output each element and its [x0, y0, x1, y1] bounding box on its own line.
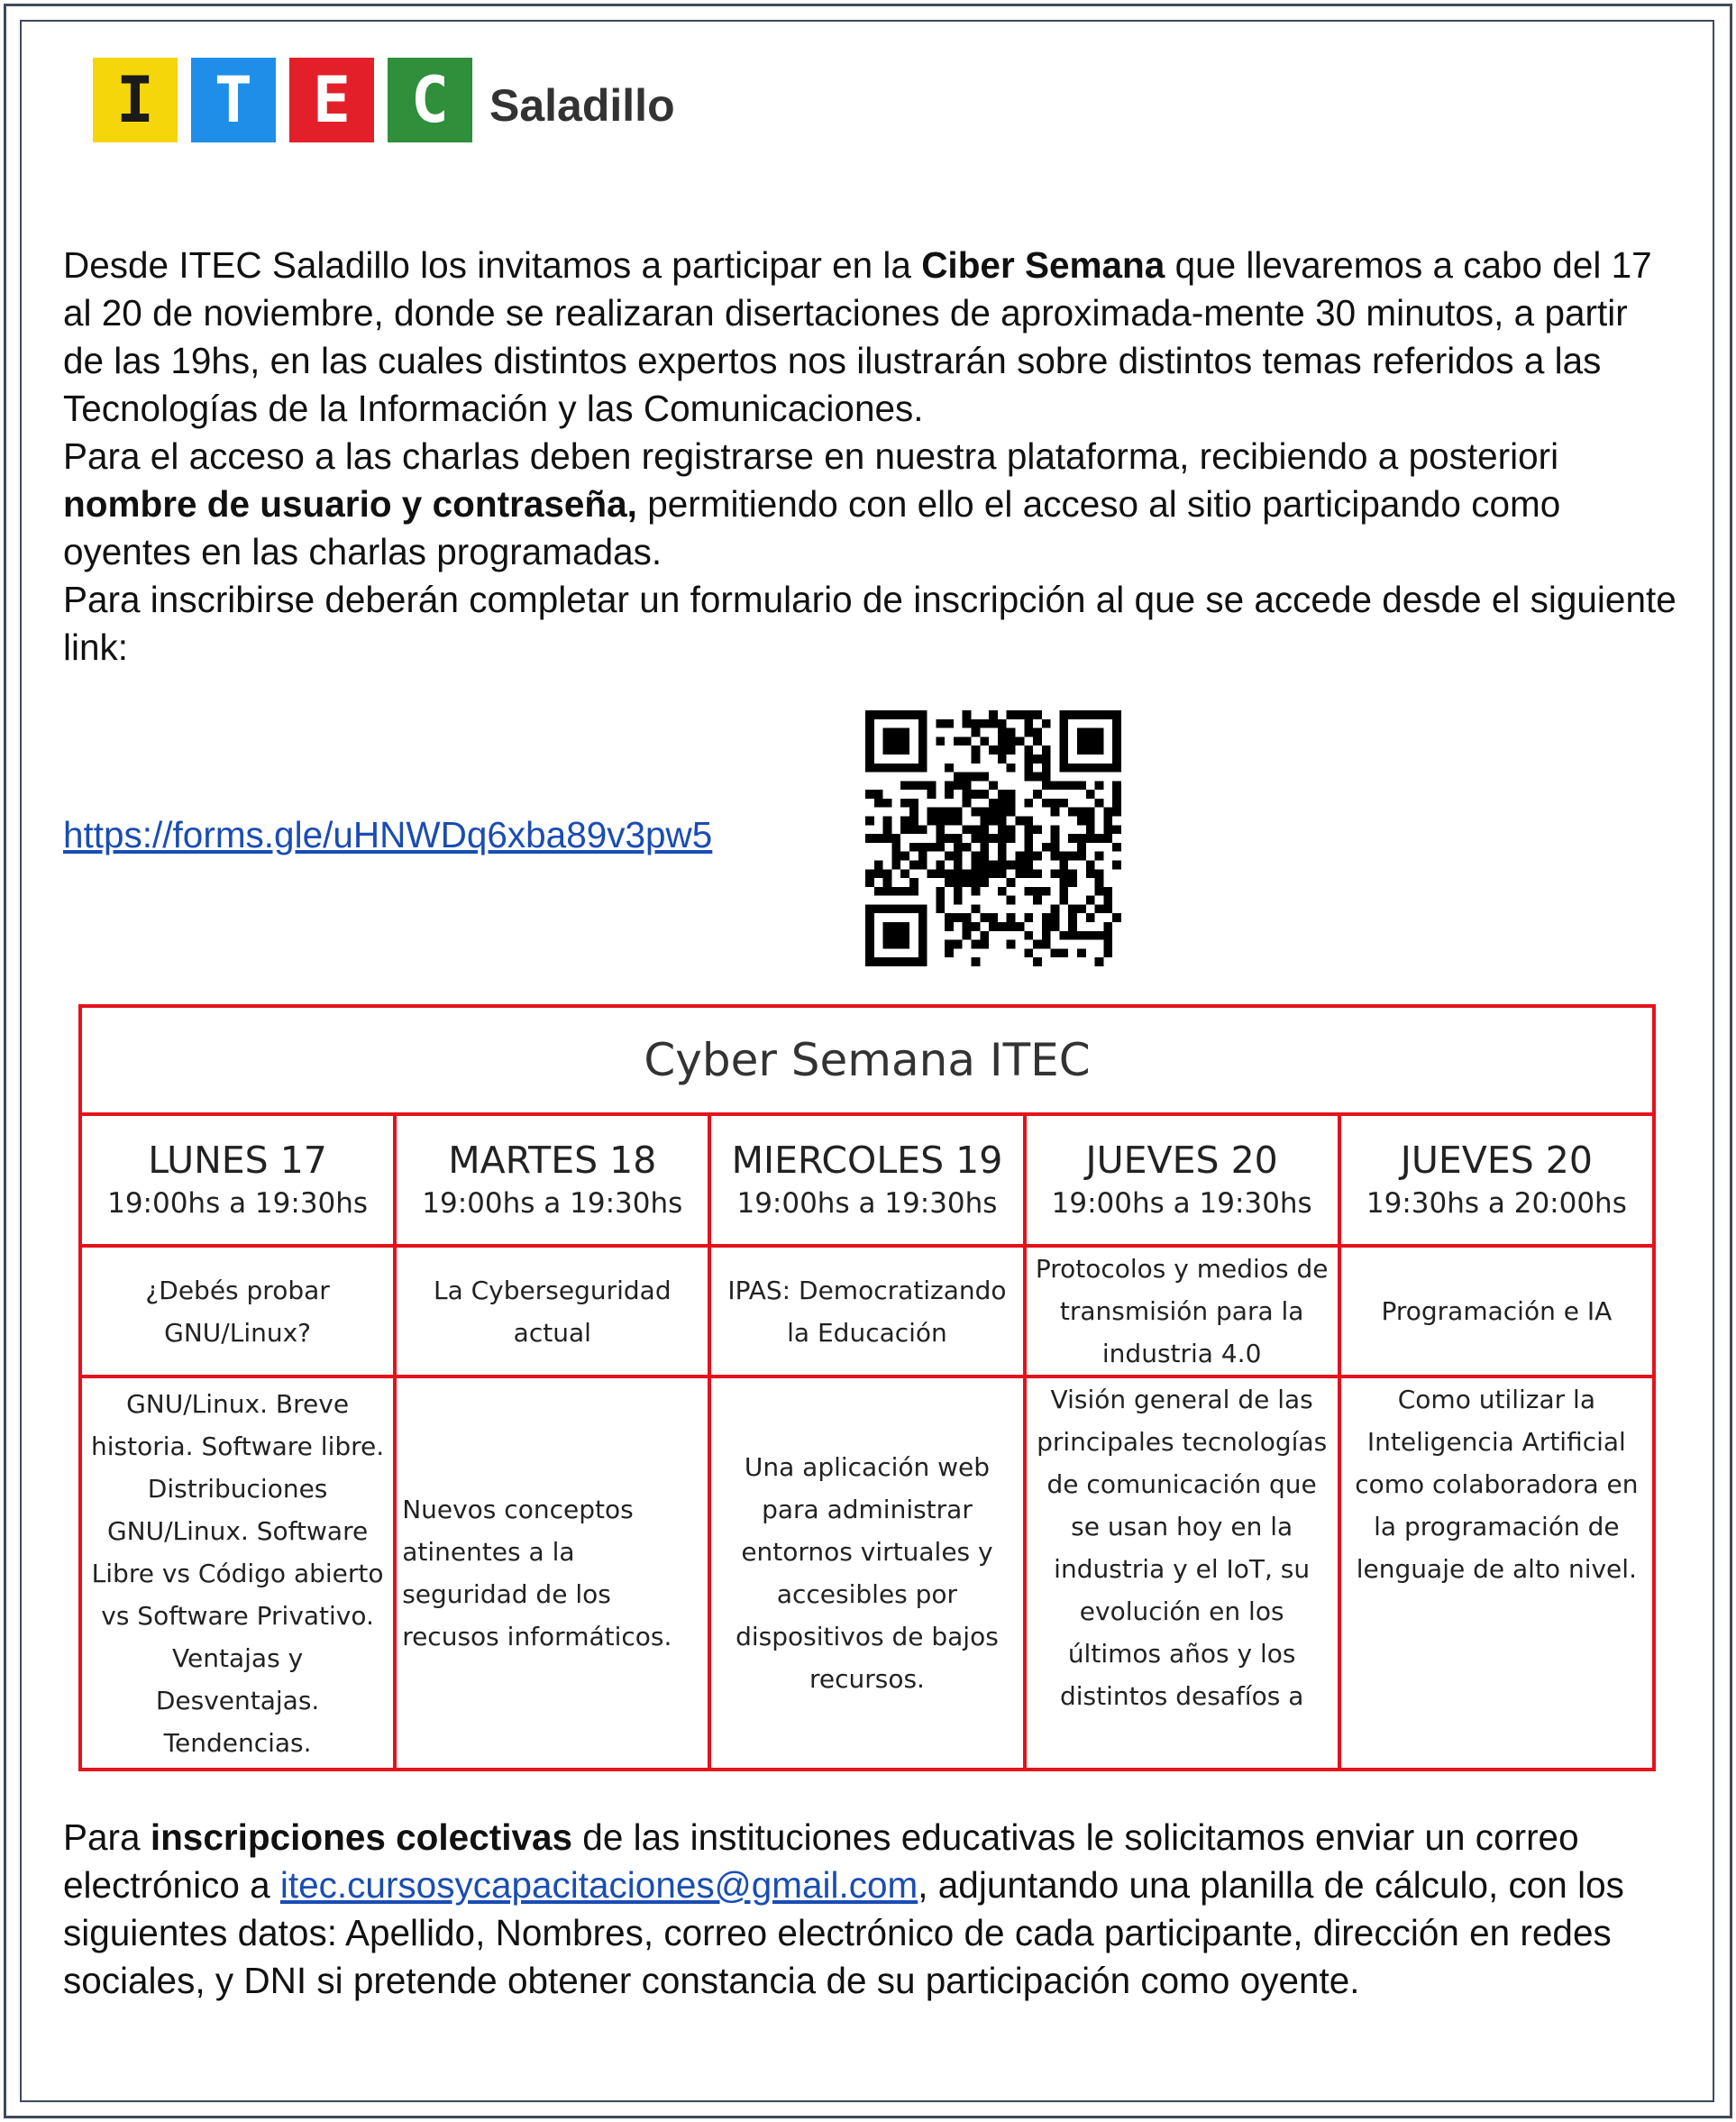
- talk-description: Nuevos conceptos atinentes a la seguridad de los recusos informáticos.: [395, 1377, 709, 1770]
- day-name: MARTES 18: [448, 1139, 657, 1182]
- closing-bold: inscripciones colectivas: [150, 1816, 573, 1858]
- form-link-line: [63, 814, 712, 856]
- day-name: LUNES 17: [148, 1139, 327, 1182]
- day-time: 19:00hs a 19:30hs: [736, 1187, 998, 1220]
- talk-topic: ¿Debés probar GNU/Linux?: [80, 1246, 395, 1377]
- talk-topic: IPAS: Democratizando la Educación: [709, 1246, 1024, 1377]
- closing-c: , adjuntando una planilla de cálculo, con los siguientes datos: Apellido, Nombres, correo electrónico de cada participante, dirección en redes sociales, y DNI si pretende obtener constancia de su participación como oyente.: [63, 1864, 1624, 2001]
- day-name: JUEVES 20: [1400, 1139, 1593, 1182]
- collective-registration-text: [63, 1814, 1677, 2005]
- day-name: JUEVES 20: [1085, 1139, 1278, 1182]
- logo-letter-i: I: [93, 58, 178, 142]
- talk-description: GNU/Linux. Breve historia. Software libre. Distribuciones GNU/Linux. Software Libre vs Código abierto vs Software Privativo. Ventajas y Desventajas. Tendencias.: [80, 1377, 395, 1770]
- talk-topic: La Cyberseguridad actual: [395, 1246, 709, 1377]
- day-time: 19:00hs a 19:30hs: [107, 1187, 369, 1220]
- logo-letter-e: E: [289, 58, 374, 142]
- intro-p3: Para inscribirse deberán completar un formulario de inscripción al que se accede desde el siguiente link:: [63, 579, 1677, 668]
- day-time: 19:00hs a 19:30hs: [422, 1187, 683, 1220]
- schedule-table: [78, 1004, 1656, 1771]
- day-time: 19:30hs a 20:00hs: [1366, 1187, 1627, 1220]
- qr-code-icon: [865, 710, 1121, 966]
- closing-a: Para: [63, 1816, 151, 1858]
- day-header: [709, 1114, 1024, 1246]
- logo-letter-t: T: [191, 58, 276, 142]
- intro-p1-a: Desde ITEC Saladillo los invitamos a participar en la: [63, 244, 922, 286]
- closing-b: de las instituciones educativas le solicitamos enviar un correo electrónico a: [63, 1816, 1579, 1906]
- intro-p1-b: que llevaremos a cabo del 17 al 20 de noviembre, donde se realizaran disertaciones de aproximada-mente 30 minutos, a partir de las 19hs, en las cuales distintos expertos nos ilustrarán sobre distintos temas referidos a las Tecnologías de la Información y las Comunicaciones.: [63, 244, 1652, 429]
- talk-description: Como utilizar la Inteligencia Artificial como colaboradora en la programación de lenguaje de alto nivel.: [1339, 1377, 1654, 1770]
- intro-p2-b: permitiendo con ello el acceso al sitio participando como oyentes en las charlas programadas.: [63, 483, 1561, 572]
- day-time: 19:00hs a 19:30hs: [1051, 1187, 1312, 1220]
- contact-email-link[interactable]: itec.cursosycapacitaciones@gmail.com: [279, 1864, 918, 1906]
- talk-description: Una aplicación web para administrar entornos virtuales y accesibles por dispositivos de bajos recursos.: [709, 1377, 1024, 1770]
- schedule-title: Cyber Semana ITEC: [80, 1006, 1654, 1114]
- intro-p1-bold: Ciber Semana: [921, 244, 1165, 286]
- form-link[interactable]: https://forms.gle/uHNWDq6xba89v3pw5: [63, 814, 713, 855]
- talk-topic: Programación e IA: [1339, 1246, 1654, 1377]
- talk-description: Visión general de las principales tecnologías de comunicación que se usan hoy en la industria y el IoT, su evolución en los últimos años y los distintos desafíos a: [1025, 1377, 1339, 1770]
- logo-letter-c: C: [388, 58, 472, 142]
- logo-name: Saladillo: [489, 80, 675, 131]
- day-name: MIERCOLES 19: [731, 1139, 1003, 1182]
- day-header: [1025, 1114, 1339, 1246]
- itec-logo: [93, 56, 675, 142]
- intro-p2-a: Para el acceso a las charlas deben registrarse en nuestra plataforma, recibiendo a posteriori: [63, 435, 1559, 477]
- day-header: [1339, 1114, 1654, 1246]
- intro-text: [63, 242, 1677, 672]
- talk-topic: Protocolos y medios de transmisión para la industria 4.0: [1025, 1246, 1339, 1377]
- intro-p2-bold: nombre de usuario y contraseña,: [63, 483, 637, 525]
- day-header: [395, 1114, 709, 1246]
- day-header: [80, 1114, 395, 1246]
